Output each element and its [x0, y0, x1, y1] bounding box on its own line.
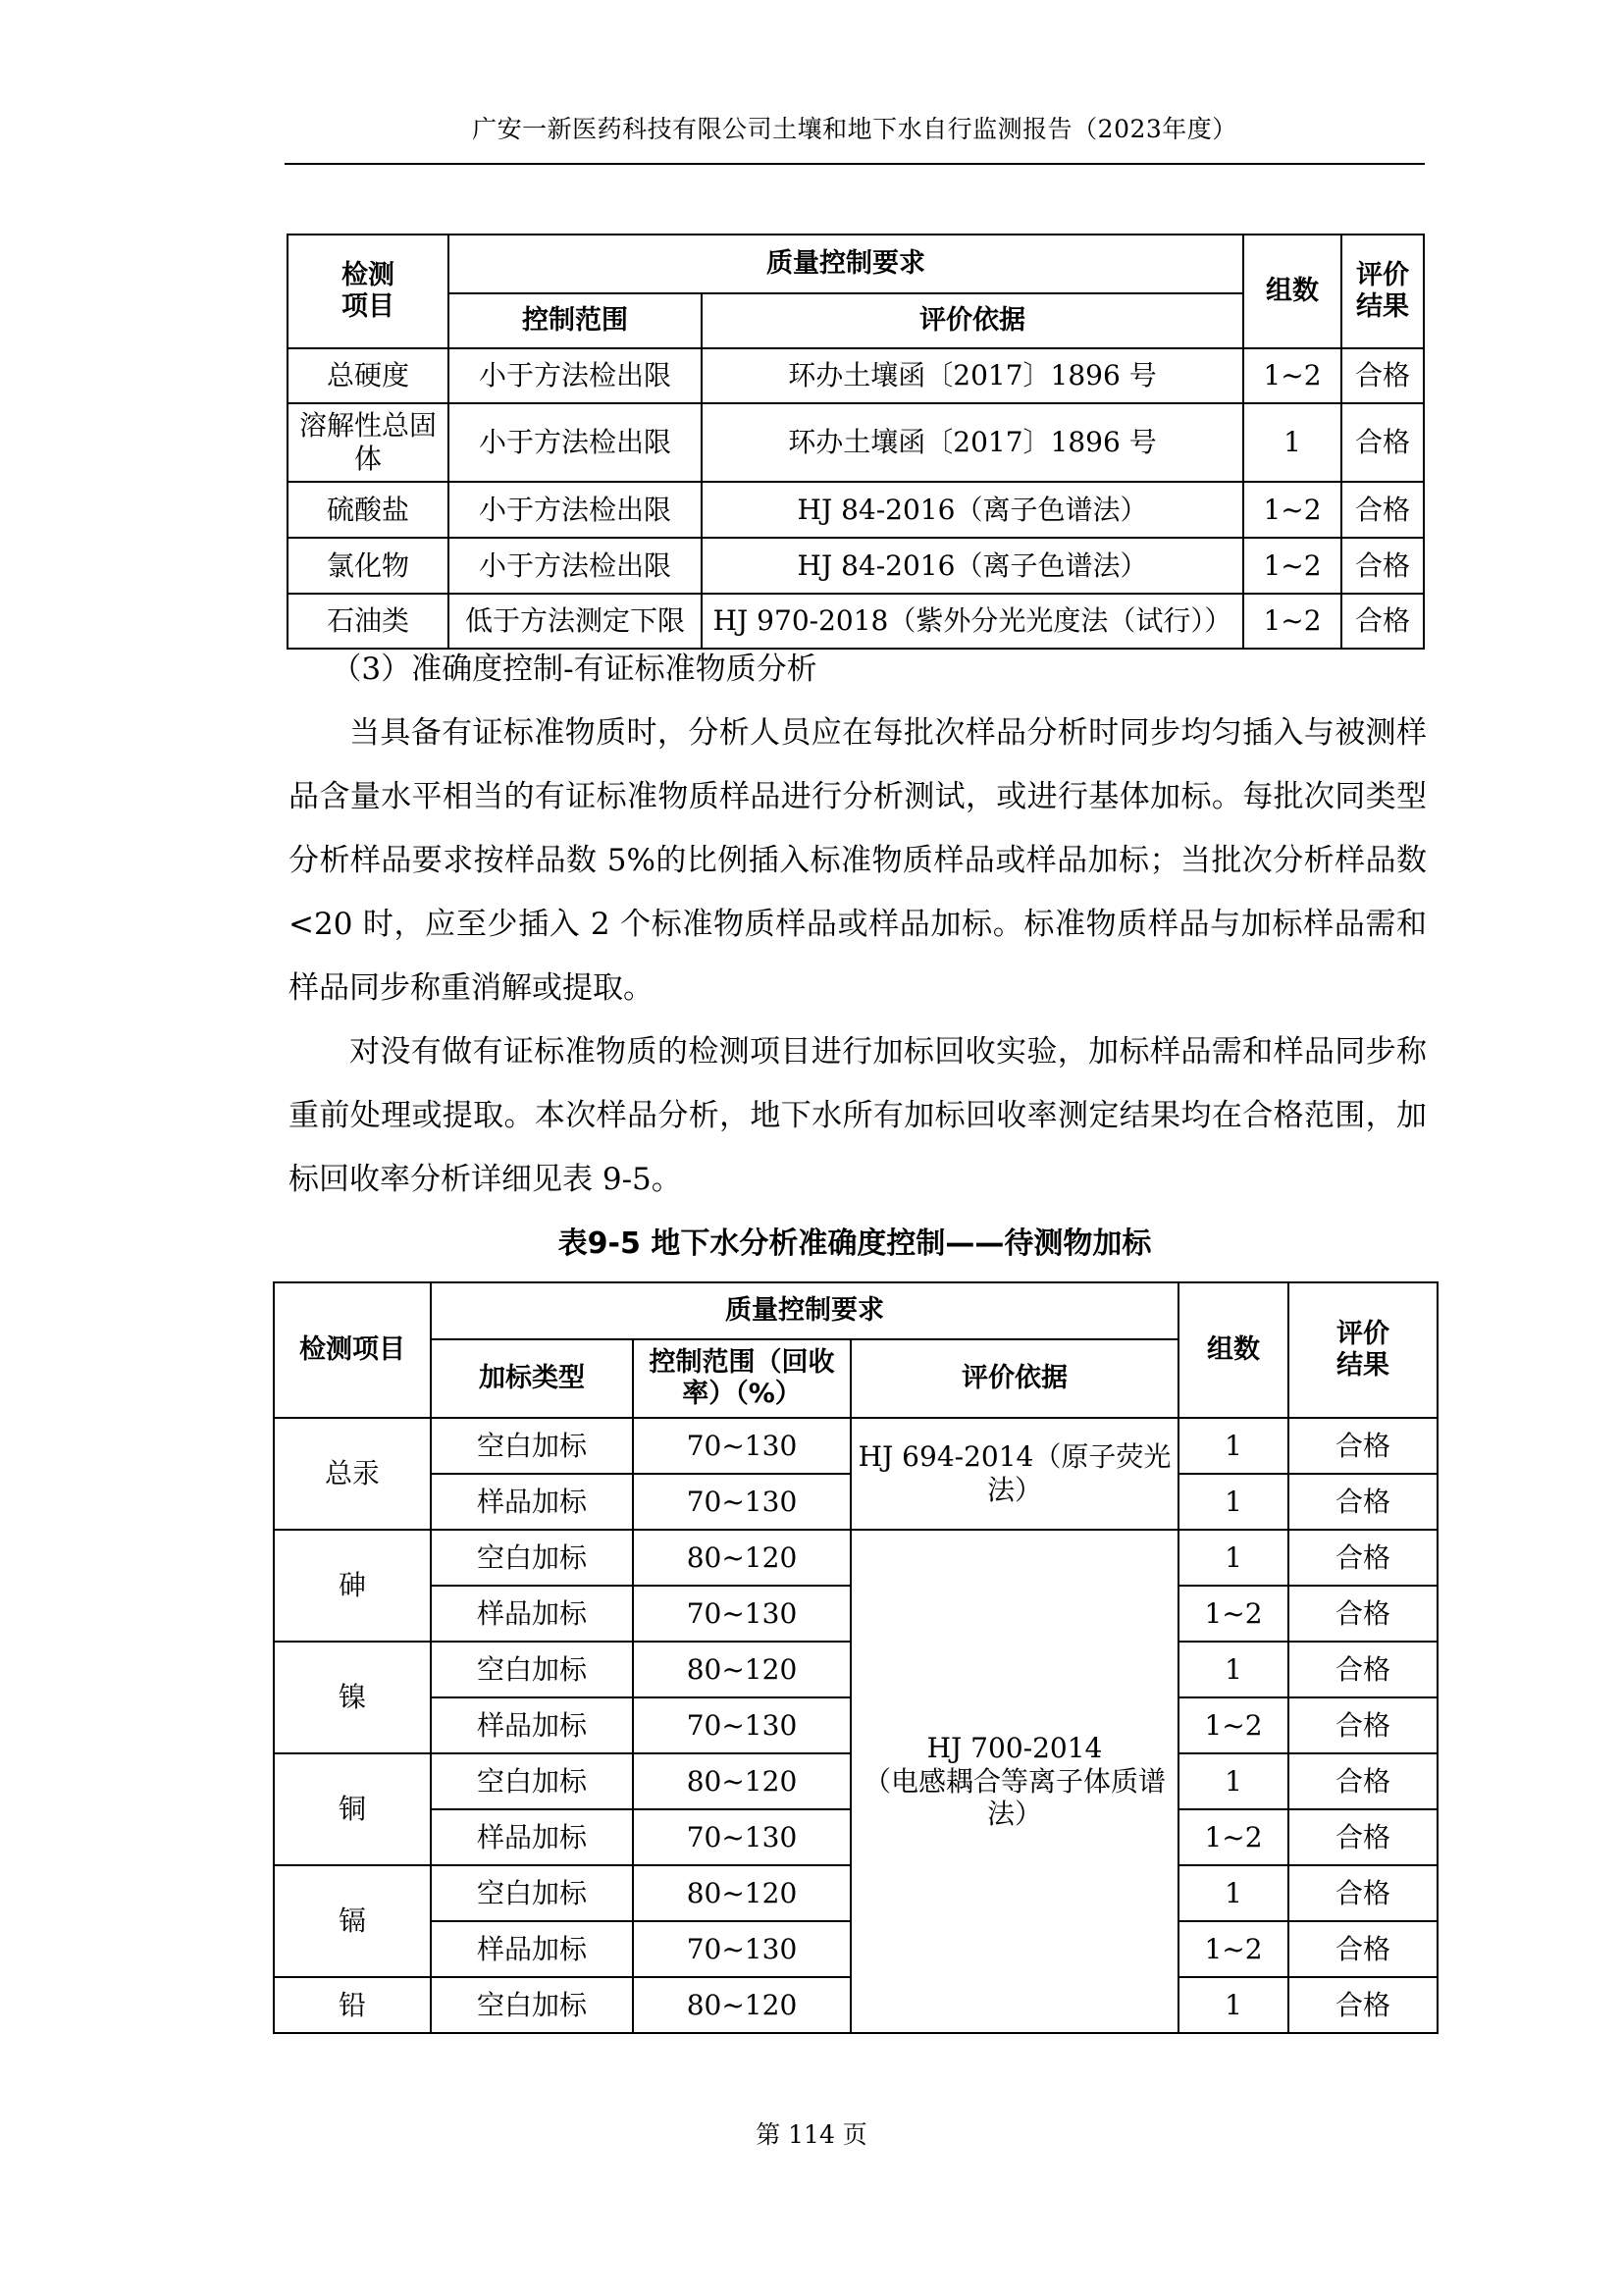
cell-item: 总汞: [274, 1418, 431, 1530]
paragraph-2: 对没有做有证标准物质的检测项目进行加标回收实验，加标样品需和样品同步称重前处理或提取。本次样品分析，地下水所有加标回收率测定结果均在合格范围，加标回收率分析详细见表 9-5。: [288, 1034, 1427, 1197]
cell-groups: 1~2: [1178, 1809, 1288, 1865]
cell-range: 70~130: [633, 1809, 851, 1865]
cell-groups: 1~2: [1243, 538, 1341, 594]
cell-range: 70~130: [633, 1921, 851, 1977]
cell-groups: 1~2: [1243, 482, 1341, 538]
cell-result: 合格: [1341, 403, 1424, 482]
cell-item: 铅: [274, 1977, 431, 2033]
cell-result: 合格: [1341, 538, 1424, 594]
cell-item: 总硬度: [288, 348, 448, 403]
cell-range: 小于方法检出限: [448, 403, 702, 482]
cell-groups: 1~2: [1243, 594, 1341, 649]
cell-groups: 1~2: [1243, 348, 1341, 403]
cell-result: 合格: [1288, 1586, 1438, 1642]
table-row: [274, 1530, 1438, 1586]
cell-basis: HJ 84-2016（离子色谱法）: [702, 538, 1243, 594]
cell-basis-icp: HJ 700-2014 （电感耦合等离子体质谱法）: [851, 1530, 1178, 2033]
col-header-range: 控制范围: [448, 293, 702, 348]
cell-groups: 1~2: [1178, 1921, 1288, 1977]
cell-groups: 1: [1243, 403, 1341, 482]
col-header-result: 评价 结果: [1341, 235, 1424, 348]
cell-range: 80~120: [633, 1642, 851, 1697]
col-header-groups: 组数: [1243, 235, 1341, 348]
cell-range: 80~120: [633, 1753, 851, 1809]
col-header-basis: 评价依据: [702, 293, 1243, 348]
cell-range: 小于方法检出限: [448, 482, 702, 538]
qc-table-spike-recovery: [273, 1281, 1439, 2034]
cell-item: 氯化物: [288, 538, 448, 594]
cell-basis: 环办土壤函〔2017〕1896 号: [702, 403, 1243, 482]
cell-type: 空白加标: [431, 1642, 633, 1697]
table-row: [274, 1418, 1438, 1474]
cell-range: 80~120: [633, 1865, 851, 1921]
cell-item: 镉: [274, 1865, 431, 1977]
cell-range: 小于方法检出限: [448, 348, 702, 403]
col-header-result: 评价 结果: [1288, 1282, 1438, 1418]
col-header-type: 加标类型: [431, 1339, 633, 1418]
cell-range: 小于方法检出限: [448, 538, 702, 594]
table-caption: 表9-5 地下水分析准确度控制——待测物加标: [557, 1226, 1152, 1261]
cell-groups: 1: [1178, 1418, 1288, 1474]
col-header-item: 检测 项目: [288, 235, 448, 348]
col-header-range: 控制范围（回收率）（%）: [633, 1339, 851, 1418]
cell-result: 合格: [1288, 1418, 1438, 1474]
cell-item: 镍: [274, 1642, 431, 1753]
cell-result: 合格: [1288, 1865, 1438, 1921]
cell-result: 合格: [1288, 1530, 1438, 1586]
cell-result: 合格: [1288, 1921, 1438, 1977]
cell-result: 合格: [1288, 1642, 1438, 1697]
cell-type: 空白加标: [431, 1977, 633, 2033]
cell-groups: 1~2: [1178, 1586, 1288, 1642]
cell-item: 石油类: [288, 594, 448, 649]
header-rule: [285, 163, 1425, 165]
page-header: 广安一新医药科技有限公司土壤和地下水自行监测报告（2023年度）: [472, 115, 1237, 143]
cell-type: 样品加标: [431, 1809, 633, 1865]
cell-range: 80~120: [633, 1530, 851, 1586]
cell-result: 合格: [1341, 482, 1424, 538]
cell-groups: 1: [1178, 1474, 1288, 1530]
col-header-basis: 评价依据: [851, 1339, 1178, 1418]
cell-range: 70~130: [633, 1697, 851, 1753]
cell-type: 样品加标: [431, 1474, 633, 1530]
cell-result: 合格: [1341, 594, 1424, 649]
cell-result: 合格: [1288, 1697, 1438, 1753]
cell-basis: 环办土壤函〔2017〕1896 号: [702, 348, 1243, 403]
table-row: [288, 538, 1424, 594]
col-header-groups: 组数: [1178, 1282, 1288, 1418]
page-number: 第 114 页: [756, 2120, 867, 2149]
cell-groups: 1: [1178, 1530, 1288, 1586]
cell-range: 低于方法测定下限: [448, 594, 702, 649]
cell-type: 空白加标: [431, 1530, 633, 1586]
cell-groups: 1: [1178, 1642, 1288, 1697]
cell-result: 合格: [1288, 1977, 1438, 2033]
cell-type: 空白加标: [431, 1753, 633, 1809]
table-row: [288, 403, 1424, 482]
cell-item: 砷: [274, 1530, 431, 1642]
cell-groups: 1: [1178, 1753, 1288, 1809]
cell-range: 80~120: [633, 1977, 851, 2033]
cell-basis-hg: HJ 694-2014（原子荧光法）: [851, 1418, 1178, 1530]
cell-range: 70~130: [633, 1586, 851, 1642]
cell-range: 70~130: [633, 1474, 851, 1530]
col-header-qc: 质量控制要求: [431, 1282, 1178, 1339]
cell-type: 样品加标: [431, 1697, 633, 1753]
col-header-qc: 质量控制要求: [448, 235, 1243, 293]
table-row: [288, 482, 1424, 538]
section-body: [288, 638, 1427, 1212]
cell-result: 合格: [1288, 1753, 1438, 1809]
cell-basis: HJ 970-2018（紫外分光光度法（试行））: [702, 594, 1243, 649]
cell-item: 溶解性总固体: [288, 403, 448, 482]
cell-groups: 1: [1178, 1865, 1288, 1921]
cell-type: 空白加标: [431, 1418, 633, 1474]
cell-result: 合格: [1341, 348, 1424, 403]
cell-type: 空白加标: [431, 1865, 633, 1921]
cell-groups: 1~2: [1178, 1697, 1288, 1753]
cell-item: 硫酸盐: [288, 482, 448, 538]
table-row: [288, 348, 1424, 403]
col-header-item: 检测项目: [274, 1282, 431, 1418]
cell-range: 70~130: [633, 1418, 851, 1474]
cell-item: 铜: [274, 1753, 431, 1865]
cell-type: 样品加标: [431, 1921, 633, 1977]
paragraph-1: 当具备有证标准物质时，分析人员应在每批次样品分析时同步均匀插入与被测样品含量水平相当的有证标准物质样品进行分析测试，或进行基体加标。每批次同类型分析样品要求按样品数 5%的比例插入标准物质样品或样品加标；当批次分析样品数<20 时，应至少插入 2 个标准物质样品或样品加标。标准物质样品与加标样品需和样品同步称重消解或提取。: [288, 715, 1427, 1006]
cell-result: 合格: [1288, 1809, 1438, 1865]
qc-table-detection-limit: [287, 234, 1425, 650]
cell-basis: HJ 84-2016（离子色谱法）: [702, 482, 1243, 538]
section-heading: （3）准确度控制-有证标准物质分析: [331, 652, 817, 687]
cell-result: 合格: [1288, 1474, 1438, 1530]
cell-type: 样品加标: [431, 1586, 633, 1642]
cell-groups: 1: [1178, 1977, 1288, 2033]
